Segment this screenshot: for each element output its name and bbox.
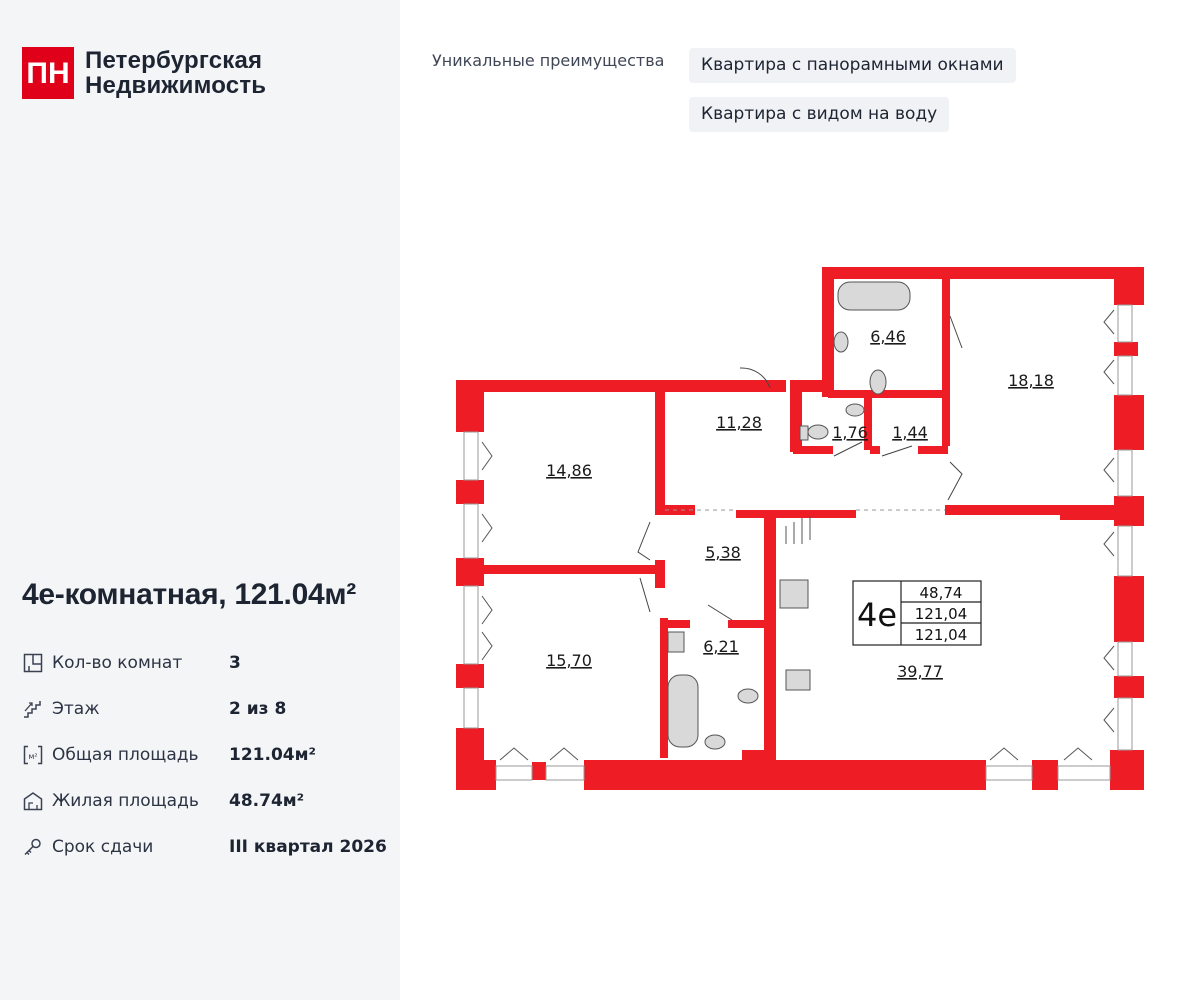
listing-title: 4е-комнатная, 121.04м² — [22, 578, 356, 611]
property-value: 2 из 8 — [229, 699, 287, 719]
property-label: Кол-во комнат — [52, 653, 183, 673]
svg-text:м²: м² — [28, 752, 38, 761]
property-label: Срок сдачи — [52, 837, 154, 857]
key-icon — [22, 836, 44, 858]
living-area-icon — [22, 790, 44, 812]
room-area-label: 15,70 — [546, 651, 592, 670]
advantage-tag-water-view[interactable]: Квартира с видом на воду — [689, 97, 949, 132]
property-label: Этаж — [52, 699, 100, 719]
stairs-icon — [22, 698, 44, 720]
brand-name-line2: Недвижимость — [85, 72, 267, 99]
room-area-label: 39,77 — [897, 662, 943, 681]
advantage-tag-panoramic-windows[interactable]: Квартира с панорамными окнами — [689, 48, 1016, 83]
rooms-icon — [22, 652, 44, 674]
room-area-label: 6,46 — [870, 327, 906, 346]
property-value: III квартал 2026 — [229, 837, 387, 857]
property-completion — [22, 824, 392, 870]
brand-name-line1: Петербургская — [85, 47, 263, 74]
legend-living: 48,74 — [919, 584, 963, 602]
property-floor — [22, 686, 392, 732]
advantages-label: Уникальные преимущества — [432, 51, 665, 70]
room-area-label: 6,21 — [703, 637, 739, 656]
property-value: 121.04м² — [229, 745, 316, 765]
legend-type: 4е — [856, 596, 898, 634]
legend-total: 121,04 — [914, 605, 968, 623]
property-total-area — [22, 732, 392, 778]
logo-initials: ПН — [26, 57, 70, 90]
property-list — [22, 640, 392, 870]
sidebar — [0, 0, 400, 1000]
room-area-label: 5,38 — [705, 543, 741, 562]
logo-text — [85, 48, 266, 98]
property-rooms — [22, 640, 392, 686]
property-value: 3 — [229, 653, 241, 673]
logo-icon — [22, 47, 74, 99]
property-label: Общая площадь — [52, 745, 199, 765]
plan-doors — [638, 316, 962, 620]
property-label: Жилая площадь — [52, 791, 199, 811]
room-area-label: 1,44 — [892, 423, 928, 442]
property-value: 48.74м² — [229, 791, 305, 811]
room-area-label: 14,86 — [546, 461, 592, 480]
logo[interactable] — [22, 47, 266, 99]
legend-total-2: 121,04 — [914, 626, 968, 644]
logo-mark — [22, 47, 74, 99]
floor-plan — [450, 260, 1150, 800]
area-icon — [22, 744, 44, 766]
property-living-area — [22, 778, 392, 824]
apartment-legend — [853, 581, 981, 645]
room-area-label: 18,18 — [1008, 371, 1054, 390]
kitchen-hatching — [786, 516, 810, 544]
room-area-label: 1,76 — [832, 423, 868, 442]
room-area-label: 11,28 — [716, 413, 762, 432]
plan-walls — [456, 267, 1144, 790]
